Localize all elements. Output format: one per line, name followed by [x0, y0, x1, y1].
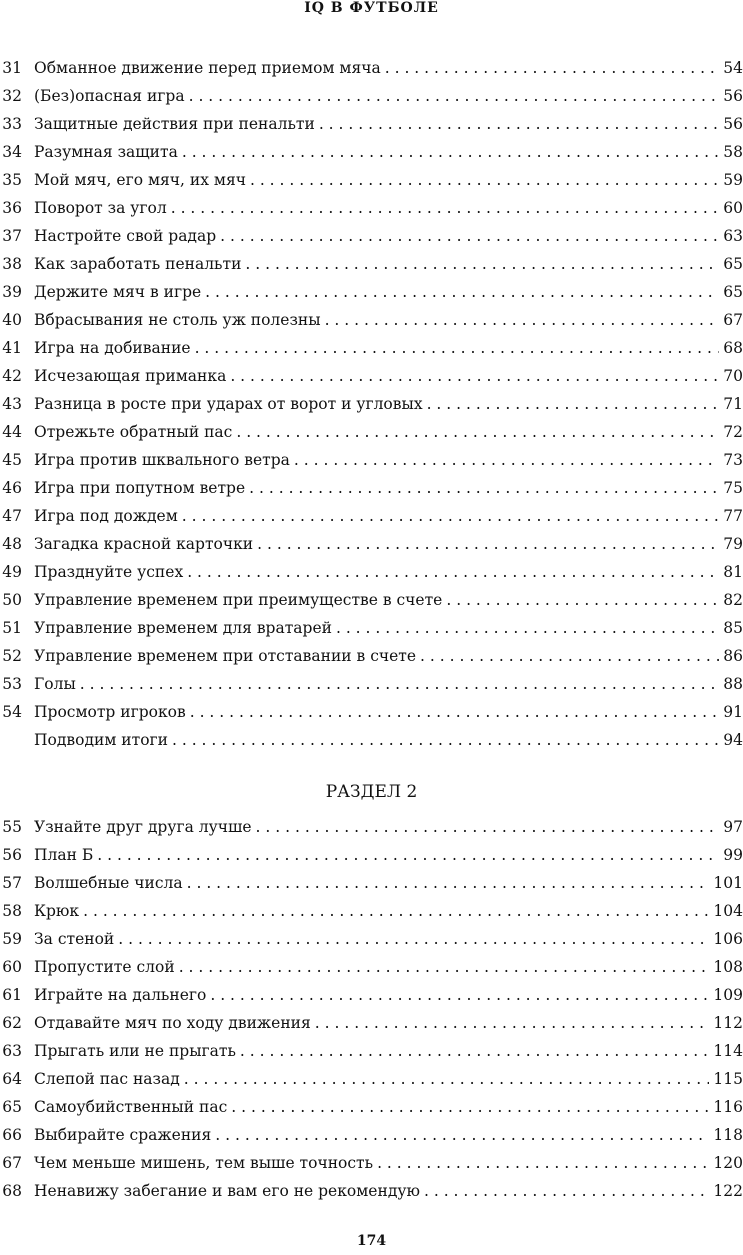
entry-title: Слепой пас назад — [34, 1070, 180, 1088]
entry-page: 60 — [723, 199, 743, 217]
entry-title: Обманное движение перед приемом мяча — [34, 59, 381, 77]
entry-number: 55 — [2, 818, 22, 836]
entry-number: 45 — [2, 451, 22, 469]
entry-page: 65 — [723, 255, 743, 273]
entry-page: 106 — [713, 930, 743, 948]
entry-title: Разумная защита — [34, 143, 178, 161]
dot-leader — [206, 981, 709, 1009]
entry-number: 39 — [2, 283, 22, 301]
toc-entry — [0, 418, 743, 446]
entry-number: 47 — [2, 507, 22, 525]
toc-entry — [0, 925, 743, 953]
toc-entry — [0, 1121, 743, 1149]
entry-number: 59 — [2, 930, 22, 948]
entry-title: Отдавайте мяч по ходу движения — [34, 1014, 311, 1032]
entry-number: 40 — [2, 311, 22, 329]
entry-number: 64 — [2, 1070, 22, 1088]
entry-title: Голы — [34, 675, 76, 693]
entry-title: Пропустите слой — [34, 958, 175, 976]
dot-leader — [253, 530, 719, 558]
entry-page: 79 — [723, 535, 743, 553]
toc-entry — [0, 953, 743, 981]
toc-entry — [0, 1149, 743, 1177]
entry-page: 72 — [723, 423, 743, 441]
toc-entry-summary — [0, 726, 743, 754]
entry-title: Узнайте друг друга лучше — [34, 818, 252, 836]
dot-leader — [321, 306, 720, 334]
entry-title: Загадка красной карточки — [34, 535, 254, 553]
dot-leader — [315, 110, 719, 138]
entry-number: 67 — [2, 1154, 22, 1172]
entry-number: 53 — [2, 675, 22, 693]
entry-page: 67 — [723, 311, 743, 329]
entry-page: 85 — [723, 619, 743, 637]
entry-page: 97 — [723, 818, 743, 836]
toc-entry — [0, 1177, 743, 1205]
toc-entry — [0, 981, 743, 1009]
entry-title: Самоубийственный пас — [34, 1098, 228, 1116]
toc-entry — [0, 841, 743, 869]
entry-page: 122 — [713, 1182, 743, 1200]
entry-title: Играйте на дальнего — [34, 986, 207, 1004]
entry-page: 82 — [723, 591, 743, 609]
dot-leader — [183, 869, 710, 897]
toc-entry — [0, 166, 743, 194]
entry-number: 52 — [2, 647, 22, 665]
dot-leader — [168, 726, 719, 754]
entry-title: Игра под дождем — [34, 507, 178, 525]
entry-title: Как заработать пенальти — [34, 255, 242, 273]
dot-leader — [178, 502, 719, 530]
entry-title: Держите мяч в игре — [34, 283, 202, 301]
entry-number: 63 — [2, 1042, 22, 1060]
dot-leader — [381, 54, 720, 82]
toc-entry — [0, 698, 743, 726]
entry-number: 68 — [2, 1182, 22, 1200]
toc-entry — [0, 446, 743, 474]
entry-page: 86 — [723, 647, 743, 665]
entry-title: Крюк — [34, 902, 80, 920]
entry-page: 104 — [713, 902, 743, 920]
dot-leader — [93, 841, 719, 869]
entry-number: 43 — [2, 395, 22, 413]
entry-number: 37 — [2, 227, 22, 245]
entry-title: Разница в росте при ударах от ворот и угловых — [34, 395, 423, 413]
toc-entry — [0, 82, 743, 110]
dot-leader — [191, 334, 720, 362]
page-number: 174 — [356, 1233, 387, 1249]
entry-title: Волшебные числа — [34, 874, 183, 892]
toc-entry — [0, 586, 743, 614]
entry-page: 71 — [723, 395, 743, 413]
entry-number: 50 — [2, 591, 22, 609]
dot-leader — [241, 250, 719, 278]
toc-entry — [0, 1009, 743, 1037]
entry-number: 56 — [2, 846, 22, 864]
dot-leader — [227, 1093, 709, 1121]
entry-page: 109 — [713, 986, 743, 1004]
entry-title: Подводим итоги — [34, 731, 168, 749]
entry-number: 44 — [2, 423, 22, 441]
dot-leader — [201, 278, 719, 306]
toc-entry — [0, 250, 743, 278]
entry-page: 118 — [713, 1126, 743, 1144]
entry-page: 58 — [723, 143, 743, 161]
entry-number: 62 — [2, 1014, 22, 1032]
entry-number: 32 — [2, 87, 22, 105]
entry-page: 112 — [713, 1014, 743, 1032]
entry-page: 101 — [713, 874, 743, 892]
entry-title: Прыгать или не прыгать — [34, 1042, 236, 1060]
dot-leader — [211, 1121, 709, 1149]
toc-list-part1 — [0, 54, 743, 754]
entry-number: 35 — [2, 171, 22, 189]
entry-number: 33 — [2, 115, 22, 133]
toc-entry — [0, 642, 743, 670]
entry-title: Управление временем при преимуществе в счете — [34, 591, 443, 609]
toc-entry — [0, 390, 743, 418]
entry-number: 46 — [2, 479, 22, 497]
toc-entry — [0, 897, 743, 925]
toc-entry — [0, 362, 743, 390]
entry-number: 41 — [2, 339, 22, 357]
dot-leader — [167, 194, 720, 222]
dot-leader — [216, 222, 719, 250]
dot-leader — [114, 925, 709, 953]
entry-number: 65 — [2, 1098, 22, 1116]
entry-title: Просмотр игроков — [34, 703, 186, 721]
entry-title: Отрежьте обратный пас — [34, 423, 233, 441]
entry-page: 91 — [723, 703, 743, 721]
entry-title: Управление временем для вратарей — [34, 619, 332, 637]
entry-page: 56 — [723, 115, 743, 133]
entry-number: 51 — [2, 619, 22, 637]
toc-entry — [0, 813, 743, 841]
dot-leader — [332, 614, 719, 642]
section-heading: РАЗДЕЛ 2 — [325, 782, 418, 802]
dot-leader — [186, 698, 720, 726]
toc-entry — [0, 1065, 743, 1093]
entry-title: За стеной — [34, 930, 115, 948]
entry-page: 116 — [713, 1098, 743, 1116]
toc-entry — [0, 222, 743, 250]
entry-title: Управление временем при отставании в счете — [34, 647, 417, 665]
dot-leader — [416, 642, 719, 670]
entry-page: 63 — [723, 227, 743, 245]
entry-title: Настройте свой радар — [34, 227, 217, 245]
dot-leader — [79, 897, 709, 925]
toc-entry — [0, 670, 743, 698]
entry-page: 108 — [713, 958, 743, 976]
entry-number: 57 — [2, 874, 22, 892]
dot-leader — [183, 558, 719, 586]
entry-title: Мой мяч, его мяч, их мяч — [34, 171, 246, 189]
toc-entry — [0, 1037, 743, 1065]
entry-number: 31 — [2, 59, 22, 77]
dot-leader — [175, 953, 710, 981]
toc-entry — [0, 558, 743, 586]
running-head-title: IQ В ФУТБОЛЕ — [304, 0, 439, 16]
toc-entry — [0, 306, 743, 334]
entry-title: Исчезающая приманка — [34, 367, 227, 385]
entry-page: 59 — [723, 171, 743, 189]
entry-page: 114 — [713, 1042, 743, 1060]
entry-page: 115 — [713, 1070, 743, 1088]
entry-number: 36 — [2, 199, 22, 217]
entry-page: 120 — [713, 1154, 743, 1172]
toc-entry — [0, 334, 743, 362]
dot-leader — [252, 813, 720, 841]
dot-leader — [423, 390, 720, 418]
dot-leader — [245, 474, 719, 502]
dot-leader — [76, 670, 719, 698]
entry-title: Защитные действия при пенальти — [34, 115, 315, 133]
entry-title: Ненавижу забегание и вам его не рекомендую — [34, 1182, 420, 1200]
toc-entry — [0, 278, 743, 306]
entry-number: 42 — [2, 367, 22, 385]
entry-page: 75 — [723, 479, 743, 497]
dot-leader — [185, 82, 720, 110]
entry-page: 70 — [723, 367, 743, 385]
entry-page: 94 — [723, 731, 743, 749]
toc-entry — [0, 54, 743, 82]
entry-title: Поворот за угол — [34, 199, 167, 217]
toc-entry — [0, 1093, 743, 1121]
entry-page: 54 — [723, 59, 743, 77]
entry-title: (Без)опасная игра — [34, 87, 185, 105]
toc-entry — [0, 474, 743, 502]
entry-page: 88 — [723, 675, 743, 693]
dot-leader — [236, 1037, 709, 1065]
entry-page: 65 — [723, 283, 743, 301]
dot-leader — [226, 362, 719, 390]
entry-title: Вбрасывания не столь уж полезны — [34, 311, 321, 329]
entry-number: 66 — [2, 1126, 22, 1144]
toc-entry — [0, 530, 743, 558]
toc-list-part2 — [0, 813, 743, 1205]
dot-leader — [178, 138, 719, 166]
dot-leader — [373, 1149, 709, 1177]
entry-title: План Б — [34, 846, 94, 864]
entry-title: Игра при попутном ветре — [34, 479, 246, 497]
entry-number: 54 — [2, 703, 22, 721]
toc-entry — [0, 138, 743, 166]
toc-entry — [0, 110, 743, 138]
toc-entry — [0, 502, 743, 530]
entry-page: 56 — [723, 87, 743, 105]
entry-page: 68 — [723, 339, 743, 357]
entry-title: Игра против шквального ветра — [34, 451, 290, 469]
toc-entry — [0, 869, 743, 897]
entry-number: 61 — [2, 986, 22, 1004]
dot-leader — [232, 418, 719, 446]
entry-page: 73 — [723, 451, 743, 469]
toc-entry — [0, 194, 743, 222]
entry-title: Чем меньше мишень, тем выше точность — [34, 1154, 374, 1172]
dot-leader — [420, 1177, 709, 1205]
entry-title: Выбирайте сражения — [34, 1126, 212, 1144]
dot-leader — [180, 1065, 710, 1093]
toc-entry — [0, 614, 743, 642]
entry-title: Празднуйте успех — [34, 563, 184, 581]
entry-number: 38 — [2, 255, 22, 273]
entry-number: 49 — [2, 563, 22, 581]
dot-leader — [246, 166, 719, 194]
entry-title: Игра на добивание — [34, 339, 191, 357]
entry-number: 58 — [2, 902, 22, 920]
entry-number: 48 — [2, 535, 22, 553]
dot-leader — [442, 586, 719, 614]
dot-leader — [290, 446, 719, 474]
entry-number: 34 — [2, 143, 22, 161]
entry-page: 77 — [723, 507, 743, 525]
entry-number: 60 — [2, 958, 22, 976]
dot-leader — [311, 1009, 710, 1037]
entry-page: 99 — [723, 846, 743, 864]
entry-page: 81 — [723, 563, 743, 581]
